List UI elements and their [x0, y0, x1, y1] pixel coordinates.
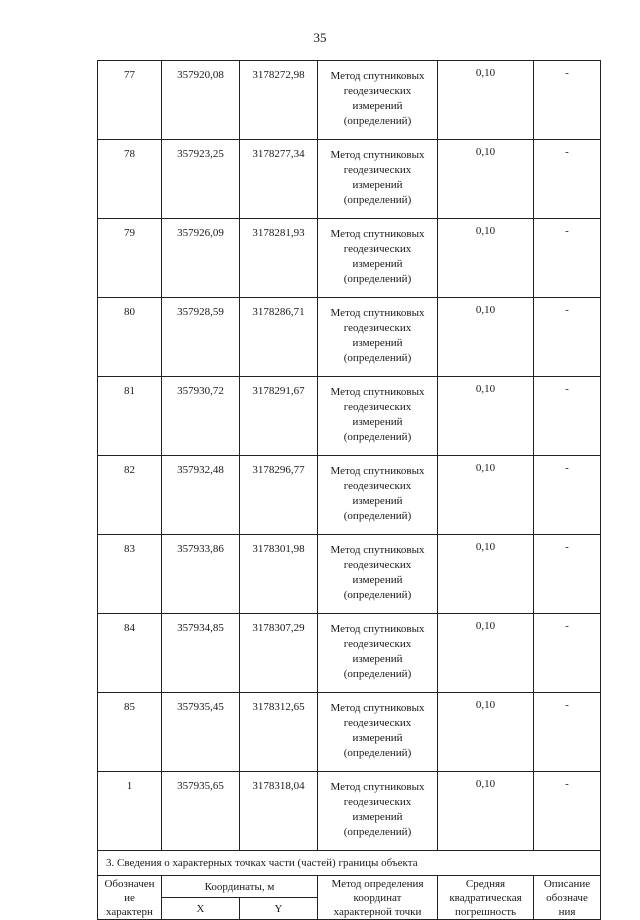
method-line: (определений) [343, 194, 412, 206]
coord-x: 357935,45 [162, 693, 240, 772]
method-line: Метод спутниковых [330, 465, 425, 477]
point-number: 83 [98, 535, 162, 614]
mean-error: 0,10 [438, 140, 534, 219]
method-line: (определений) [343, 668, 412, 680]
coord-x: 357923,25 [162, 140, 240, 219]
coord-x: 357933,86 [162, 535, 240, 614]
header-y: Y [240, 898, 318, 920]
point-number: 79 [98, 219, 162, 298]
point-number: 77 [98, 61, 162, 140]
coord-x: 357926,09 [162, 219, 240, 298]
point-number: 80 [98, 298, 162, 377]
method-line: измерений [352, 100, 403, 112]
method-line: Метод спутниковых [330, 228, 425, 240]
method-line: (определений) [343, 826, 412, 838]
table-row [98, 614, 601, 693]
method-line: (определений) [343, 273, 412, 285]
coord-y: 3178277,34 [240, 140, 318, 219]
coord-y: 3178307,29 [240, 614, 318, 693]
coord-y: 3178291,67 [240, 377, 318, 456]
mean-error: 0,10 [438, 377, 534, 456]
mean-error: 0,10 [438, 219, 534, 298]
method-line: Метод спутниковых [330, 544, 425, 556]
description: - [534, 456, 601, 535]
method-line: Метод спутниковых [330, 149, 425, 161]
description: - [534, 772, 601, 851]
table-row [98, 772, 601, 851]
coordinates-table [97, 60, 601, 920]
method-line: геодезических [343, 480, 412, 492]
method-line: геодезических [343, 401, 412, 413]
method-cell [318, 456, 438, 535]
method-cell [318, 377, 438, 456]
method-line: геодезических [343, 717, 412, 729]
point-number: 85 [98, 693, 162, 772]
mean-error: 0,10 [438, 456, 534, 535]
mean-error: 0,10 [438, 61, 534, 140]
method-line: измерений [352, 179, 403, 191]
mean-error: 0,10 [438, 298, 534, 377]
method-line: геодезических [343, 796, 412, 808]
table-row [98, 377, 601, 456]
method-cell [318, 219, 438, 298]
coord-y: 3178281,93 [240, 219, 318, 298]
method-line: геодезических [343, 638, 412, 650]
method-line: измерений [352, 258, 403, 270]
method-line: измерений [352, 574, 403, 586]
header-method: Метод определения координат характерной точки [318, 876, 438, 920]
coord-y: 3178286,71 [240, 298, 318, 377]
method-line: (определений) [343, 589, 412, 601]
method-line: Метод спутниковых [330, 623, 425, 635]
table-row [98, 693, 601, 772]
point-number: 81 [98, 377, 162, 456]
method-line: (определений) [343, 115, 412, 127]
table-row [98, 456, 601, 535]
mean-error: 0,10 [438, 535, 534, 614]
description: - [534, 535, 601, 614]
description: - [534, 140, 601, 219]
coord-y: 3178296,77 [240, 456, 318, 535]
table-row [98, 298, 601, 377]
method-line: измерений [352, 811, 403, 823]
description: - [534, 219, 601, 298]
coord-x: 357930,72 [162, 377, 240, 456]
method-line: Метод спутниковых [330, 781, 425, 793]
header-coordinates: Координаты, м [162, 876, 318, 898]
method-line: измерений [352, 416, 403, 428]
coord-y: 3178272,98 [240, 61, 318, 140]
method-line: геодезических [343, 164, 412, 176]
method-line: геодезических [343, 559, 412, 571]
mean-error: 0,10 [438, 772, 534, 851]
mean-error: 0,10 [438, 693, 534, 772]
method-line: измерений [352, 495, 403, 507]
section-title: 3. Сведения о характерных точках части (частей) границы объекта [98, 851, 601, 876]
method-cell [318, 772, 438, 851]
point-number: 1 [98, 772, 162, 851]
coord-y: 3178312,65 [240, 693, 318, 772]
header-description: Описание обозначе ния [534, 876, 601, 920]
header-designation: Обозначен ие характерн [98, 876, 162, 920]
point-number: 84 [98, 614, 162, 693]
coord-x: 357920,08 [162, 61, 240, 140]
method-cell [318, 61, 438, 140]
method-line: (определений) [343, 510, 412, 522]
method-line: (определений) [343, 352, 412, 364]
method-cell [318, 298, 438, 377]
point-number: 82 [98, 456, 162, 535]
coord-y: 3178318,04 [240, 772, 318, 851]
method-line: Метод спутниковых [330, 702, 425, 714]
page-number: 35 [313, 30, 327, 45]
method-line: (определений) [343, 431, 412, 443]
method-cell [318, 614, 438, 693]
method-line: геодезических [343, 85, 412, 97]
table-row [98, 219, 601, 298]
description: - [534, 61, 601, 140]
coord-x: 357934,85 [162, 614, 240, 693]
table-row [98, 140, 601, 219]
method-line: измерений [352, 653, 403, 665]
method-cell [318, 693, 438, 772]
method-line: (определений) [343, 747, 412, 759]
method-line: геодезических [343, 243, 412, 255]
description: - [534, 614, 601, 693]
method-line: геодезических [343, 322, 412, 334]
coord-x: 357935,65 [162, 772, 240, 851]
coord-x: 357932,48 [162, 456, 240, 535]
coord-y: 3178301,98 [240, 535, 318, 614]
header-error: Средняя квадратическая погрешность [438, 876, 534, 920]
table-row [98, 61, 601, 140]
method-cell [318, 140, 438, 219]
mean-error: 0,10 [438, 614, 534, 693]
description: - [534, 693, 601, 772]
header-x: X [162, 898, 240, 920]
coord-x: 357928,59 [162, 298, 240, 377]
method-line: измерений [352, 732, 403, 744]
description: - [534, 298, 601, 377]
table-row [98, 535, 601, 614]
method-cell [318, 535, 438, 614]
method-line: Метод спутниковых [330, 307, 425, 319]
method-line: измерений [352, 337, 403, 349]
point-number: 78 [98, 140, 162, 219]
method-line: Метод спутниковых [330, 70, 425, 82]
description: - [534, 377, 601, 456]
method-line: Метод спутниковых [330, 386, 425, 398]
